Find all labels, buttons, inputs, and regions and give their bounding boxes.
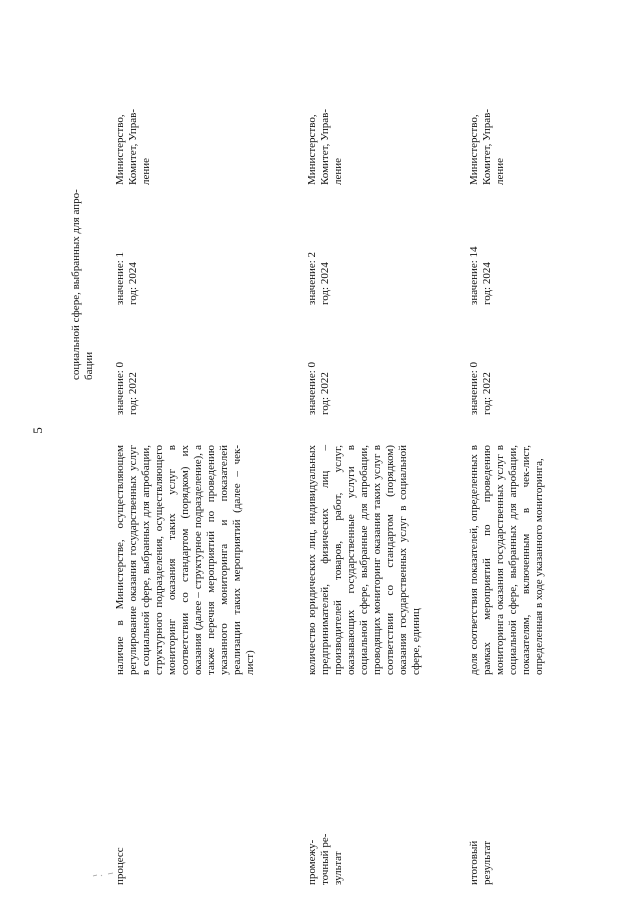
baseline-line: значение: 0	[306, 361, 318, 415]
responsible-line: ление	[140, 157, 152, 185]
target-line: год: 2024	[319, 262, 331, 305]
result-type-line: промежу-	[306, 839, 318, 885]
responsible-parties	[114, 90, 153, 185]
responsible-line: ление	[332, 157, 344, 185]
indicator-description: доля соответствия показателей, определенных в рамках мероприятий по проведению мониторинга оказания государственных услуг в социальной сфере, выбранных для апробации, показателям, включенным в чек-лист, определенная в ходе указанного мониторинга,	[468, 445, 545, 675]
baseline-line: год: 2022	[481, 372, 493, 415]
result-type-line: точный ре-	[319, 833, 331, 885]
continuation-text	[70, 170, 96, 380]
responsible-parties	[468, 90, 507, 185]
target-line: год: 2024	[481, 262, 493, 305]
baseline-line: значение: 0	[468, 361, 480, 415]
target-value	[468, 215, 494, 305]
target-value	[114, 215, 140, 305]
responsible-line: Комитет, Управ-	[319, 108, 331, 185]
responsible-parties	[306, 90, 345, 185]
result-type-line: итоговый	[468, 840, 480, 885]
scan-artifact	[92, 872, 114, 878]
baseline-value	[114, 325, 140, 415]
responsible-line: Комитет, Управ-	[127, 108, 139, 185]
responsible-line: ление	[494, 157, 506, 185]
continuation-line: бации	[83, 351, 95, 380]
target-line: значение: 14	[468, 246, 480, 305]
target-value	[306, 215, 332, 305]
target-line: значение: 2	[306, 251, 318, 305]
responsible-line: Министерство,	[306, 114, 318, 185]
indicator-description: количество юридических лиц, индивидуальных предпринимателей, физических лиц – производителей товаров, работ, услуг, оказывающих государственные услуги в социальной сфере, выбранные для апробации, проводящих мониторинг оказания таких услуг в соответствии со стандартом (порядком) оказания государственных услуг в социальной сфере, единиц	[306, 445, 422, 675]
responsible-line: Министерство,	[468, 114, 480, 185]
baseline-line: значение: 0	[114, 361, 126, 415]
target-line: значение: 1	[114, 251, 126, 305]
rotated-table	[68, 25, 628, 885]
baseline-line: год: 2022	[127, 372, 139, 415]
responsible-line: Комитет, Управ-	[481, 108, 493, 185]
table-row	[468, 25, 628, 885]
result-type-line: процесс	[114, 847, 126, 885]
continuation-line: социальной сфере, выбранных для апро-	[70, 189, 82, 380]
result-type-line: результат	[481, 840, 493, 885]
page-number: 5	[29, 427, 45, 434]
table-row	[306, 25, 466, 885]
target-line: год: 2024	[127, 262, 139, 305]
baseline-value	[306, 325, 332, 415]
result-type	[306, 825, 345, 885]
result-type	[468, 825, 494, 885]
baseline-value	[468, 325, 494, 415]
indicator-description: наличие в Министерстве, осуществляющем регулирование оказания государственных услуг в социальной сфере, выбранных для апробации, структурного подразделения, осуществляющего мониторинг оказания таких услуг в соответствии со стандартом (порядком) их оказания (далее – структурное подразделение), а также перечня мероприятий по проведению указанного мониторинга и показателей реализации таких мероприятий (далее – чек-лист)	[114, 445, 256, 675]
result-type-line: зультат	[332, 851, 344, 885]
responsible-line: Министерство,	[114, 114, 126, 185]
table-row	[114, 25, 274, 885]
baseline-line: год: 2022	[319, 372, 331, 415]
result-type	[114, 825, 127, 885]
